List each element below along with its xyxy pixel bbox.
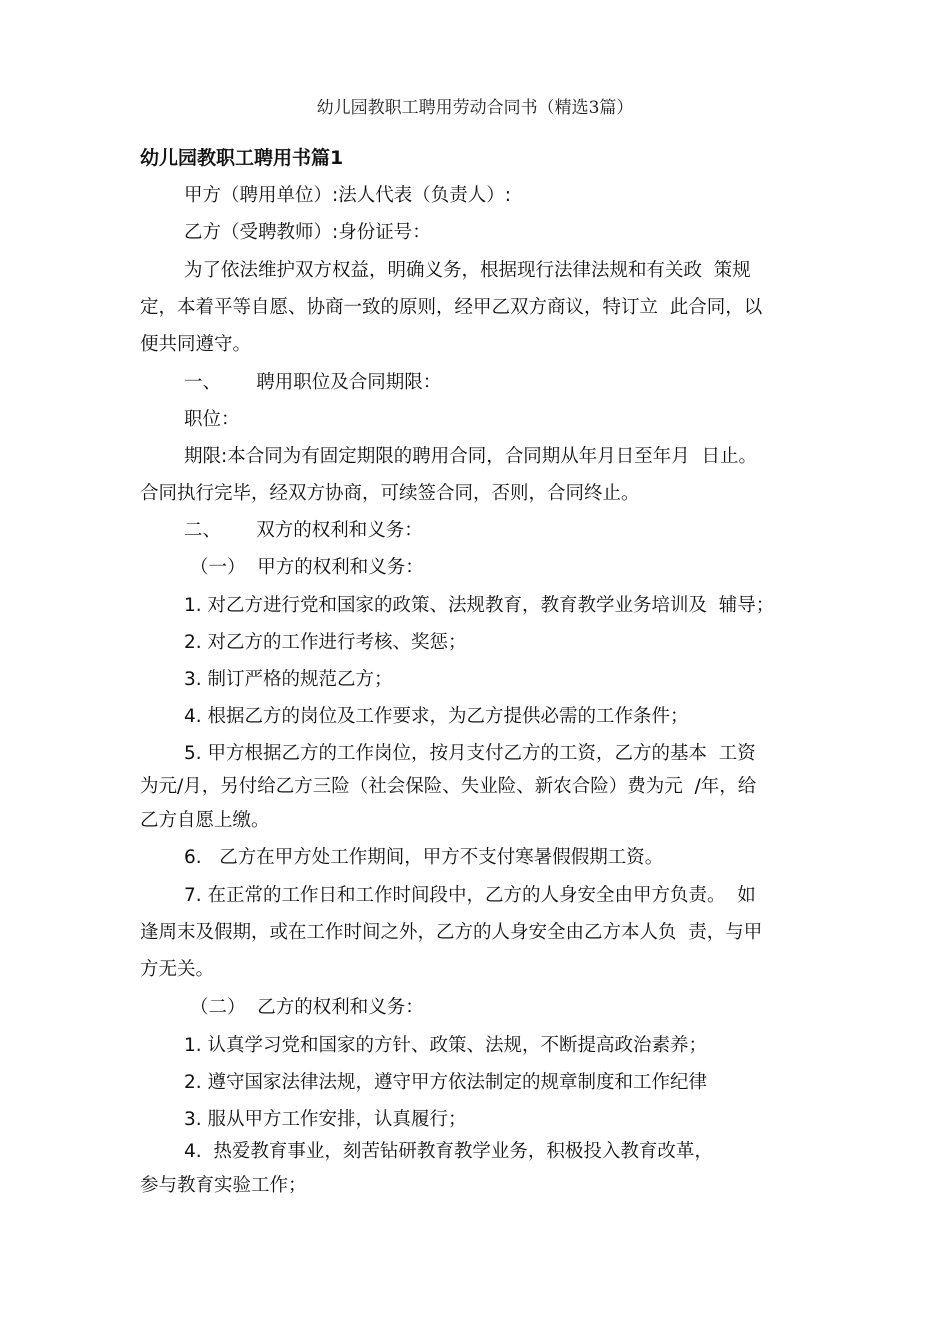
sub-clause-heading: （一） 甲方的权利和义务：	[190, 557, 424, 578]
list-item-continued: 乙方自愿上缴。	[140, 810, 270, 831]
list-item-continued: 方无关。	[140, 959, 215, 980]
list-item: 2. 对乙方的工作进行考核、奖惩；	[184, 632, 467, 653]
list-item: 5. 甲方根据乙方的工作岗位，按月支付乙方的工资，乙方的基本 工资	[184, 743, 756, 764]
document-title: 幼儿园教职工聘用劳动合同书（精选3篇）	[316, 98, 634, 118]
party-b-line: 乙方（受聘教师）:身份证号：	[184, 222, 431, 243]
list-item: 1. 认真学习党和国家的方针、政策、法规，不断提高政治素养；	[184, 1035, 708, 1056]
clause-heading: 一、 聘用职位及合同期限：	[184, 372, 442, 393]
list-item: 4. 根据乙方的岗位及工作要求，为乙方提供必需的工作条件；	[184, 706, 689, 727]
list-item: 3. 服从甲方工作安排，认真履行；	[184, 1109, 467, 1130]
preamble-line: 便共同遵守。	[140, 334, 252, 355]
list-item: 2. 遵守国家法律法规，遵守甲方依法制定的规章制度和工作纪律	[184, 1072, 708, 1093]
clause-heading: 二、 双方的权利和义务：	[184, 520, 423, 541]
section-heading: 幼儿园教职工聘用书篇1	[140, 147, 344, 169]
party-a-line: 甲方（聘用单位）:法人代表（负责人）:	[184, 185, 511, 206]
list-item: 6. 乙方在甲方处工作期间，甲方不支付寒暑假假期工资。	[184, 847, 664, 868]
preamble-line: 定，本着平等自愿、协商一致的原则，经甲乙双方商议，特订立 此合同，以	[140, 297, 763, 318]
position-line: 职位：	[184, 409, 240, 430]
sub-clause-heading: （二） 乙方的权利和义务：	[190, 997, 424, 1018]
list-item: 3. 制订严格的规范乙方；	[184, 669, 393, 690]
list-item-continued: 逢周末及假期，或在工作时间之外，乙方的人身安全由乙方本人负 责，与甲	[140, 922, 763, 943]
term-line: 期限:本合同为有固定期限的聘用合同，合同期从年月日至年月 日止。	[184, 446, 757, 467]
list-item: 7. 在正常的工作日和工作时间段中，乙方的人身安全由甲方负责。 如	[184, 885, 756, 906]
list-item-continued: 参与教育实验工作；	[140, 1175, 307, 1196]
term-line: 合同执行完毕，经双方协商，可续签合同，否则，合同终止。	[140, 483, 640, 504]
preamble-line: 为了依法维护双方权益，明确义务，根据现行法律法规和有关政 策规	[184, 260, 751, 281]
list-item: 1. 对乙方进行党和国家的政策、法规教育，教育教学业务培训及 辅导；	[184, 595, 775, 616]
list-item-continued: 为元/月，另付给乙方三险（社会保险、失业险、新农合险）费为元 /年，给	[140, 776, 757, 797]
list-item: 4. 热爱教育事业，刻苦钻研教育教学业务，积极投入教育改革，	[184, 1141, 713, 1162]
